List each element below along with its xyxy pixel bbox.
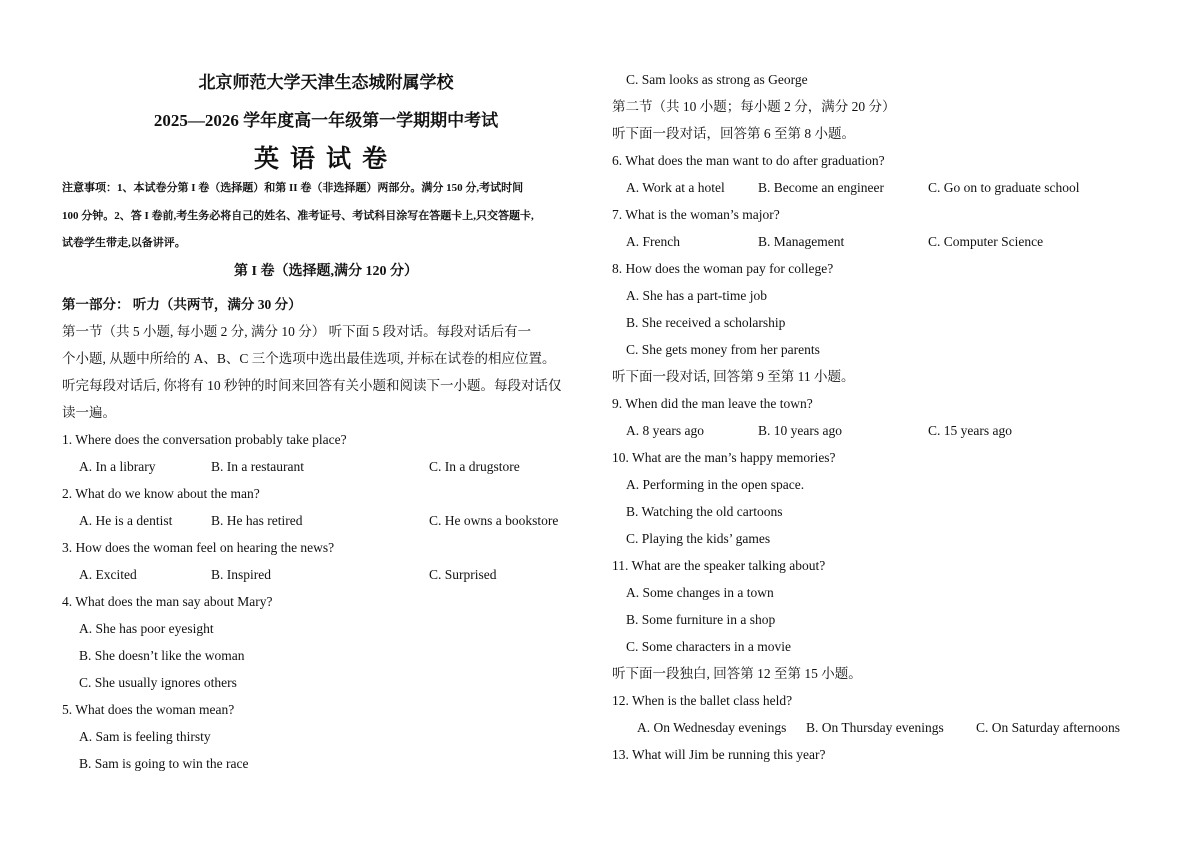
option-5c: C. Sam looks as strong as George <box>626 72 808 87</box>
school-name: 北京师范大学天津生态城附属学校 <box>198 73 454 92</box>
question-9-option-c: C. 15 years ago <box>928 423 1012 438</box>
question-12-stem: 12. When is the ballet class held? <box>612 693 793 708</box>
notes-line-3: 试卷学生带走,以备讲评。 <box>62 237 186 249</box>
question-10-stem: 10. What are the man’s happy memories? <box>612 450 836 465</box>
question-1-option-b: B. In a restaurant <box>211 459 304 474</box>
question-8-option-a: A. She has a part-time job <box>626 288 767 303</box>
question-2-stem: 2. What do we know about the man? <box>62 486 260 501</box>
question-4-option-b: B. She doesn’t like the woman <box>79 648 245 663</box>
question-6-option-c: C. Go on to graduate school <box>928 180 1080 195</box>
question-10-option-c: C. Playing the kids’ games <box>626 531 771 546</box>
question-3-stem: 3. How does the woman feel on hearing the news? <box>62 540 335 555</box>
section2-title: 第二节（共 10 小题；每小题 2 分，满分 20 分） <box>612 99 896 114</box>
question-11-option-b: B. Some furniture in a shop <box>626 612 776 627</box>
question-7-stem: 7. What is the woman’s major? <box>612 207 780 222</box>
subject-title: 英语试卷 <box>253 146 398 173</box>
question-1-stem: 1. Where does the conversation probably take place? <box>62 432 347 447</box>
question-3-option-b: B. Inspired <box>211 567 271 582</box>
question-3-option-a: A. Excited <box>79 567 137 582</box>
question-13-stem: 13. What will Jim be running this year? <box>612 747 826 762</box>
question-1-option-c: C. In a drugstore <box>429 459 520 474</box>
notes-line-2: 100 分钟。2、答 I 卷前,考生务必将自己的姓名、准考证号、考试科目涂写在答题卡上,只交答题卡, <box>62 210 534 222</box>
question-10-option-a: A. Performing in the open space. <box>626 477 805 492</box>
question-10-option-b: B. Watching the old cartoons <box>626 504 783 519</box>
question-11-stem: 11. What are the speaker talking about? <box>612 558 826 573</box>
question-8-stem: 8. How does the woman pay for college? <box>612 261 834 276</box>
question-5-option-a: A. Sam is feeling thirsty <box>79 729 211 744</box>
question-2-option-b: B. He has retired <box>211 513 303 528</box>
section1-instructions-4: 读一遍。 <box>62 405 116 420</box>
question-7-option-c: C. Computer Science <box>928 234 1044 249</box>
question-4-option-c: C. She usually ignores others <box>79 675 237 690</box>
question-4-option-a: A. She has poor eyesight <box>79 621 214 636</box>
question-12-option-a: A. On Wednesday evenings <box>637 720 787 735</box>
question-8-option-c: C. She gets money from her parents <box>626 342 820 357</box>
exam-title: 2025—2026 学年度高一年级第一学期期中考试 <box>153 111 499 130</box>
question-11-option-a: A. Some changes in a town <box>626 585 774 600</box>
notes-line-1: 注意事项：1、本试卷分第 I 卷（选择题）和第 II 卷（非选择题）两部分。满分 150 分,考试时间 <box>62 182 524 194</box>
part1-title: 第一部分： 听力（共两节，满分 30 分） <box>62 297 302 312</box>
question-6-option-a: A. Work at a hotel <box>626 180 725 195</box>
volume-title: 第 I 卷（选择题,满分 120 分） <box>234 264 418 279</box>
question-6-stem: 6. What does the man want to do after graduation? <box>612 153 885 168</box>
question-9-stem: 9. When did the man leave the town? <box>612 396 813 411</box>
question-7-option-a: A. French <box>626 234 680 249</box>
question-2-option-c: C. He owns a bookstore <box>429 513 559 528</box>
listening-instruction: 听下面一段对话, 回答第 9 至第 11 小题。 <box>612 369 855 384</box>
section1-instructions-3: 听完每段对话后, 你将有 10 秒钟的时间来回答有关小题和阅读下一小题。每段对话仅 <box>62 378 562 393</box>
question-1-option-a: A. In a library <box>79 459 156 474</box>
question-6-option-b: B. Become an engineer <box>758 180 884 195</box>
question-3-option-c: C. Surprised <box>429 567 497 582</box>
section1-instructions-2: 个小题, 从题中所给的 A、B、C 三个选项中选出最佳选项, 并标在试卷的相应位置。 <box>62 351 556 366</box>
question-5-stem: 5. What does the woman mean? <box>62 702 235 717</box>
question-8-option-b: B. She received a scholarship <box>626 315 786 330</box>
listening-instruction: 听下面一段对话，回答第 6 至第 8 小题。 <box>612 126 855 141</box>
question-12-option-b: B. On Thursday evenings <box>806 720 944 735</box>
question-11-option-c: C. Some characters in a movie <box>626 639 791 654</box>
question-9-option-a: A. 8 years ago <box>626 423 704 438</box>
question-2-option-a: A. He is a dentist <box>79 513 173 528</box>
question-7-option-b: B. Management <box>758 234 845 249</box>
listening-instruction: 听下面一段独白, 回答第 12 至第 15 小题。 <box>612 666 862 681</box>
question-5-option-b: B. Sam is going to win the race <box>79 756 249 771</box>
section1-instructions-1: 第一节（共 5 小题, 每小题 2 分, 满分 10 分） 听下面 5 段对话。每段对话后有一 <box>62 324 532 339</box>
question-4-stem: 4. What does the man say about Mary? <box>62 594 273 609</box>
question-9-option-b: B. 10 years ago <box>758 423 842 438</box>
question-12-option-c: C. On Saturday afternoons <box>976 720 1120 735</box>
